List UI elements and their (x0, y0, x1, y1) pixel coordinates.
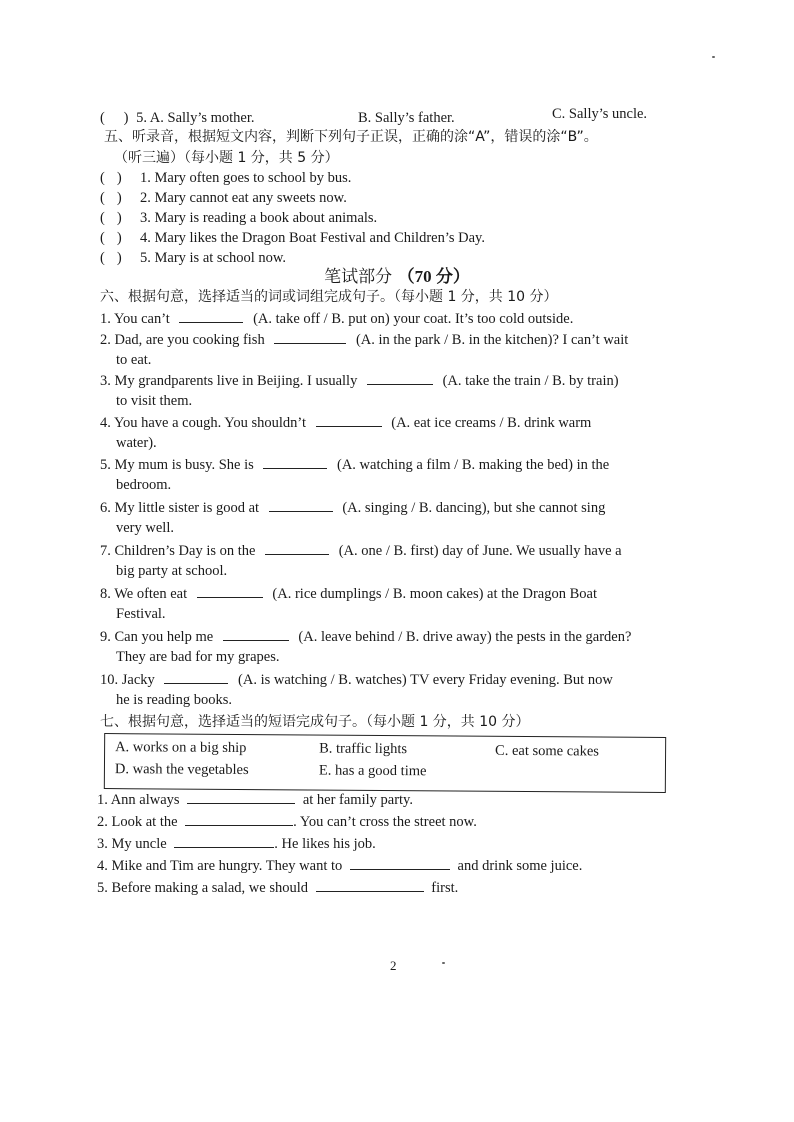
paren-open: ( (100, 190, 105, 206)
question-6-9 (100, 626, 700, 648)
phrase-option-e: E. has a good time (318, 762, 427, 780)
question-6-2-cont: to eat. (116, 352, 152, 368)
question-options: (A. rice dumplings / B. moon cakes) at the Dragon Boat (272, 586, 597, 602)
question-text: 1. Ann always (97, 792, 180, 808)
question-6-6-cont: very well. (116, 520, 174, 536)
answer-blank[interactable] (316, 412, 382, 427)
phrase-option-d: D. wash the vegetables (114, 761, 249, 779)
question-6-4 (100, 412, 700, 434)
scan-speck (442, 962, 445, 964)
question-7-5 (97, 877, 697, 899)
answer-blank[interactable] (274, 329, 346, 344)
question-options: (A. watching a film / B. making the bed) in the (337, 457, 610, 473)
question-6-5-cont: bedroom. (116, 477, 172, 493)
question-text: 6. My little sister is good at (100, 500, 260, 516)
question-text-end: first. (431, 880, 459, 896)
question-text-end: . He likes his job. (274, 836, 376, 852)
phrase-option-a: A. works on a big ship (115, 739, 247, 757)
question-6-5 (100, 454, 700, 476)
question-options: (A. eat ice creams / B. drink warm (391, 415, 592, 431)
phrase-option-c: C. eat some cakes (495, 742, 600, 760)
question-text: 5. Before making a salad, we should (97, 880, 309, 896)
question-text-end: and drink some juice. (457, 858, 583, 874)
question-options: (A. is watching / B. watches) TV every Friday evening. But now (238, 672, 613, 688)
section5-subheading: （听三遍）（每小题 1 分，共 5 分） (114, 150, 339, 166)
answer-blank[interactable] (367, 370, 433, 385)
option-c: C. Sally’s uncle. (552, 106, 648, 122)
answer-blank[interactable] (179, 308, 243, 323)
paren-close: ) (116, 190, 122, 206)
answer-blank[interactable] (263, 454, 327, 469)
section5-heading: 五、听录音，根据短文内容，判断下列句子正误，正确的涂“A”，错误的涂“B”。 (104, 129, 598, 145)
question-7-1 (97, 789, 697, 811)
paren-close: ) (116, 250, 122, 266)
question-6-3-cont: to visit them. (116, 393, 193, 409)
answer-blank[interactable] (316, 877, 424, 892)
tf-item (100, 168, 700, 189)
answer-blank[interactable] (187, 789, 295, 804)
answer-blank[interactable] (197, 583, 263, 598)
answer-blank[interactable] (350, 855, 450, 870)
paren-open: ( (100, 230, 105, 246)
question-6-2 (100, 329, 700, 351)
answer-paren-close: ) (123, 110, 129, 126)
question-options: (A. singing / B. dancing), but she cannot sing (342, 500, 606, 516)
question-text: 10. Jacky (100, 672, 155, 688)
written-score: （70 分） (397, 267, 470, 286)
section7-heading: 七、根据句意，选择适当的短语完成句子。（每小题 1 分，共 10 分） (100, 714, 530, 730)
question-6-4-cont: water). (116, 435, 157, 451)
question-options: (A. leave behind / B. drive away) the pests in the garden? (298, 629, 632, 645)
answer-blank[interactable] (185, 811, 293, 826)
question-options: (A. take off / B. put on) your coat. It’s too cold outside. (253, 311, 574, 327)
question-text: 7. Children’s Day is on the (100, 543, 256, 559)
question-text: 8. We often eat (100, 586, 188, 602)
question-6-3 (100, 370, 700, 392)
paren-open: ( (100, 250, 105, 266)
listening-q5-row (100, 108, 700, 129)
question-6-10-cont: he is reading books. (116, 692, 232, 708)
paren-close: ) (116, 170, 122, 186)
page-number: 2 (390, 958, 397, 973)
answer-blank[interactable] (265, 540, 329, 555)
tf-item (100, 188, 700, 209)
answer-blank[interactable] (269, 497, 333, 512)
question-6-1 (100, 308, 700, 330)
answer-blank[interactable] (164, 669, 228, 684)
tf-item-text: 3. Mary is reading a book about animals. (140, 210, 378, 226)
question-text: 9. Can you help me (100, 629, 214, 645)
scan-speck (712, 56, 715, 58)
question-6-10 (100, 669, 700, 691)
question-6-7 (100, 540, 700, 562)
question-text: 1. You can’t (100, 311, 170, 327)
option-a: 5. A. Sally’s mother. (136, 110, 255, 126)
paren-close: ) (116, 230, 122, 246)
question-text-end: . You can’t cross the street now. (293, 814, 477, 830)
tf-item (100, 228, 700, 249)
question-7-2 (97, 811, 697, 833)
question-7-3 (97, 833, 697, 855)
question-text-end: at her family party. (302, 792, 413, 808)
question-text: 4. Mike and Tim are hungry. They want to (97, 858, 343, 874)
question-6-7-cont: big party at school. (116, 563, 228, 579)
question-6-6 (100, 497, 700, 519)
question-6-8-cont: Festival. (116, 606, 166, 622)
question-text: 3. My grandparents live in Beijing. I usually (100, 373, 358, 389)
tf-item-text: 5. Mary is at school now. (140, 250, 287, 266)
question-options: (A. one / B. first) day of June. We usually have a (338, 543, 622, 559)
written-part-title (0, 262, 794, 287)
phrase-options-box (104, 733, 666, 793)
option-b: B. Sally’s father. (358, 110, 455, 126)
tf-item-text: 1. Mary often goes to school by bus. (140, 170, 352, 186)
question-text: 4. You have a cough. You shouldn’t (100, 415, 306, 431)
section6-heading: 六、根据句意，选择适当的词或词组完成句子。（每小题 1 分，共 10 分） (100, 289, 558, 305)
question-text: 2. Dad, are you cooking fish (100, 332, 265, 348)
answer-blank[interactable] (223, 626, 289, 641)
paren-close: ) (116, 210, 122, 226)
question-text: 5. My mum is busy. She is (100, 457, 254, 473)
answer-blank[interactable] (174, 833, 274, 848)
paren-open: ( (100, 170, 105, 186)
question-text: 3. My uncle (97, 836, 167, 852)
written-title-text: 笔试部分 (324, 267, 393, 287)
phrase-option-b: B. traffic lights (319, 740, 408, 758)
question-options: (A. in the park / B. in the kitchen)? I can’t wait (355, 332, 629, 348)
tf-item (100, 208, 700, 229)
question-6-8 (100, 583, 700, 605)
tf-item-text: 4. Mary likes the Dragon Boat Festival and Children’s Day. (140, 230, 485, 246)
answer-paren-open: ( (100, 110, 105, 126)
question-text: 2. Look at the (97, 814, 178, 830)
paren-open: ( (100, 210, 105, 226)
tf-item-text: 2. Mary cannot eat any sweets now. (140, 190, 347, 206)
question-options: (A. take the train / B. by train) (442, 373, 619, 389)
question-7-4 (97, 855, 697, 877)
question-6-9-cont: They are bad for my grapes. (116, 649, 280, 665)
